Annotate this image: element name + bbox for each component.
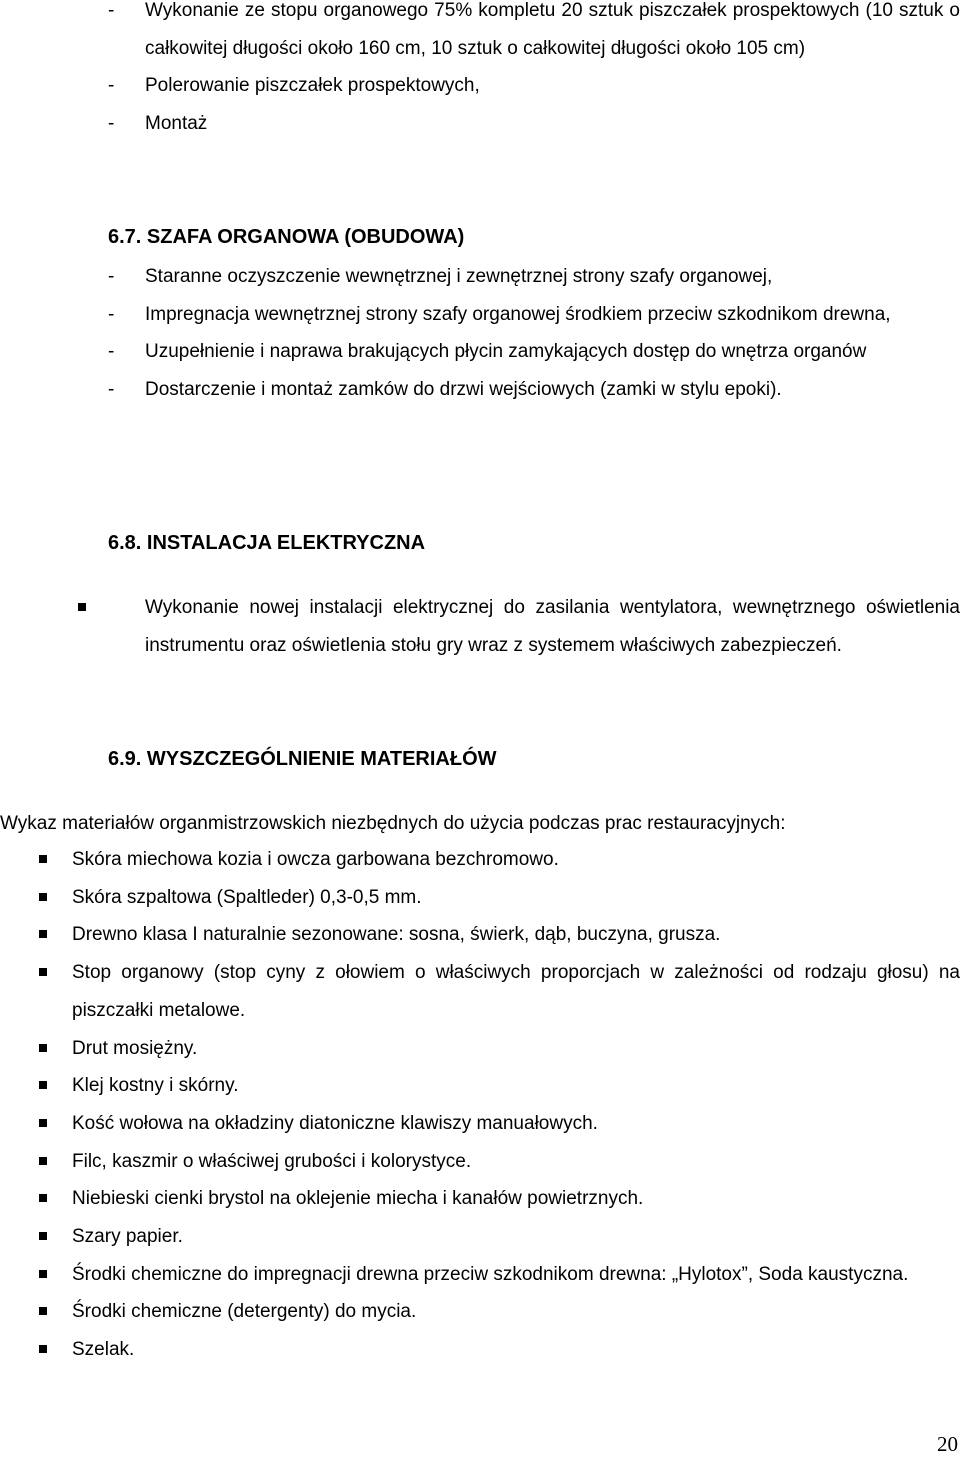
square-bullet-icon [39,1044,47,1052]
dash-marker: - [108,341,115,363]
list-item [72,1331,960,1369]
list-item [145,589,960,664]
square-bullet-icon [39,1119,47,1127]
dash-marker: - [108,266,115,287]
dash-marker: - [108,0,115,21]
section-6-7-list [108,258,960,408]
list-item-text: Niebieski cienki brystol na oklejenie miecha i kanałów powietrznych. [72,1188,644,1210]
list-item [108,105,960,143]
square-bullet-icon [39,1307,47,1315]
dash-marker: - [108,75,115,97]
list-item-text: Staranne oczyszczenie wewnętrznej i zewnętrznej strony szafy organowej, [145,266,773,287]
list-item [108,0,960,67]
list-item-text: Klej kostny i skórny. [72,1075,239,1097]
list-item [108,371,960,409]
square-bullet-icon [39,1270,47,1278]
list-item-text: Montaż [145,112,208,134]
page-number: 20 [937,1432,958,1456]
list-item-text: Wykonanie nowej instalacji elektrycznej do zasilania wentylatora, wewnętrznego oświetlenia instrumentu oraz oświetlenia stołu gry wraz z systemem właściwych zabezpieczeń. [145,597,960,656]
list-item-text: Szary papier. [72,1226,183,1248]
section-6-7-heading: 6.7. SZAFA ORGANOWA (OBUDOWA) [108,226,465,248]
list-item [72,1218,960,1256]
top-dash-list [108,0,960,142]
dash-marker: - [108,303,115,325]
square-bullet-icon [39,1157,47,1165]
list-item [72,954,960,1029]
list-item [72,1256,960,1294]
list-item [72,1105,960,1143]
list-item-text: Stop organowy (stop cyny z ołowiem o właściwych proporcjach w zależności od rodzaju głosu) na piszczałki metalowe. [72,962,960,1021]
section-6-9-heading: 6.9. WYSZCZEGÓLNIENIE MATERIAŁÓW [108,748,497,770]
dash-marker: - [108,378,115,400]
square-bullet-icon [39,968,47,976]
list-item-text: Skóra szpaltowa (Spaltleder) 0,3-0,5 mm. [72,886,422,908]
square-bullet-icon [39,930,47,938]
square-bullet-icon [39,1194,47,1202]
list-item-text: Środki chemiczne do impregnacji drewna przeciw szkodnikom drewna: „Hylotox”, Soda kaustyczna. [72,1263,909,1285]
list-item [72,1143,960,1181]
list-item [72,1180,960,1218]
section-6-8-list [145,589,960,664]
section-6-8-heading: 6.8. INSTALACJA ELEKTRYCZNA [108,532,426,554]
list-item-text: Polerowanie piszczałek prospektowych, [145,75,480,97]
list-item-text: Wykonanie ze stopu organowego 75% kompletu 20 sztuk piszczałek prospektowych (10 sztuk o całkowitej długości około 160 cm, 10 sztuk o całkowitej długości około 105 cm) [145,0,960,59]
list-item [108,67,960,105]
list-item [108,296,960,334]
list-item-text: Kość wołowa na okładziny diatoniczne klawiszy manuałowych. [72,1112,598,1134]
square-bullet-icon [39,893,47,901]
list-item [72,1293,960,1331]
list-item-text: Skóra miechowa kozia i owcza garbowana bezchromowo. [72,849,559,870]
list-item-text: Uzupełnienie i naprawa brakujących płycin zamykających dostęp do wnętrza organów [145,341,867,363]
list-item-text: Drut mosiężny. [72,1037,198,1059]
list-item-text: Drewno klasa I naturalnie sezonowane: sosna, świerk, dąb, buczyna, grusza. [72,924,721,946]
list-item-text: Środki chemiczne (detergenty) do mycia. [72,1301,417,1323]
list-item-text: Filc, kaszmir o właściwej grubości i kolorystyce. [72,1150,472,1172]
list-item [108,333,960,371]
list-item-text: Szelak. [72,1339,135,1361]
list-item-text: Dostarczenie i montaż zamków do drzwi wejściowych (zamki w stylu epoki). [145,378,782,400]
list-item [72,1067,960,1105]
list-item [108,258,960,296]
square-bullet-icon [39,1232,47,1240]
list-item [72,1030,960,1068]
square-bullet-icon [39,1345,47,1353]
square-bullet-icon [39,1081,47,1089]
square-bullet-icon [39,855,47,863]
list-item-text: Impregnacja wewnętrznej strony szafy organowej środkiem przeciw szkodnikom drewna, [145,303,891,325]
dash-marker: - [108,112,115,134]
materials-list [72,841,960,1369]
list-item [72,916,960,954]
list-item [72,879,960,917]
square-bullet-icon [78,603,86,611]
list-item [72,841,960,879]
materials-intro: Wykaz materiałów organmistrzowskich niezbędnych do użycia podczas prac restauracyjnych: [0,813,786,834]
